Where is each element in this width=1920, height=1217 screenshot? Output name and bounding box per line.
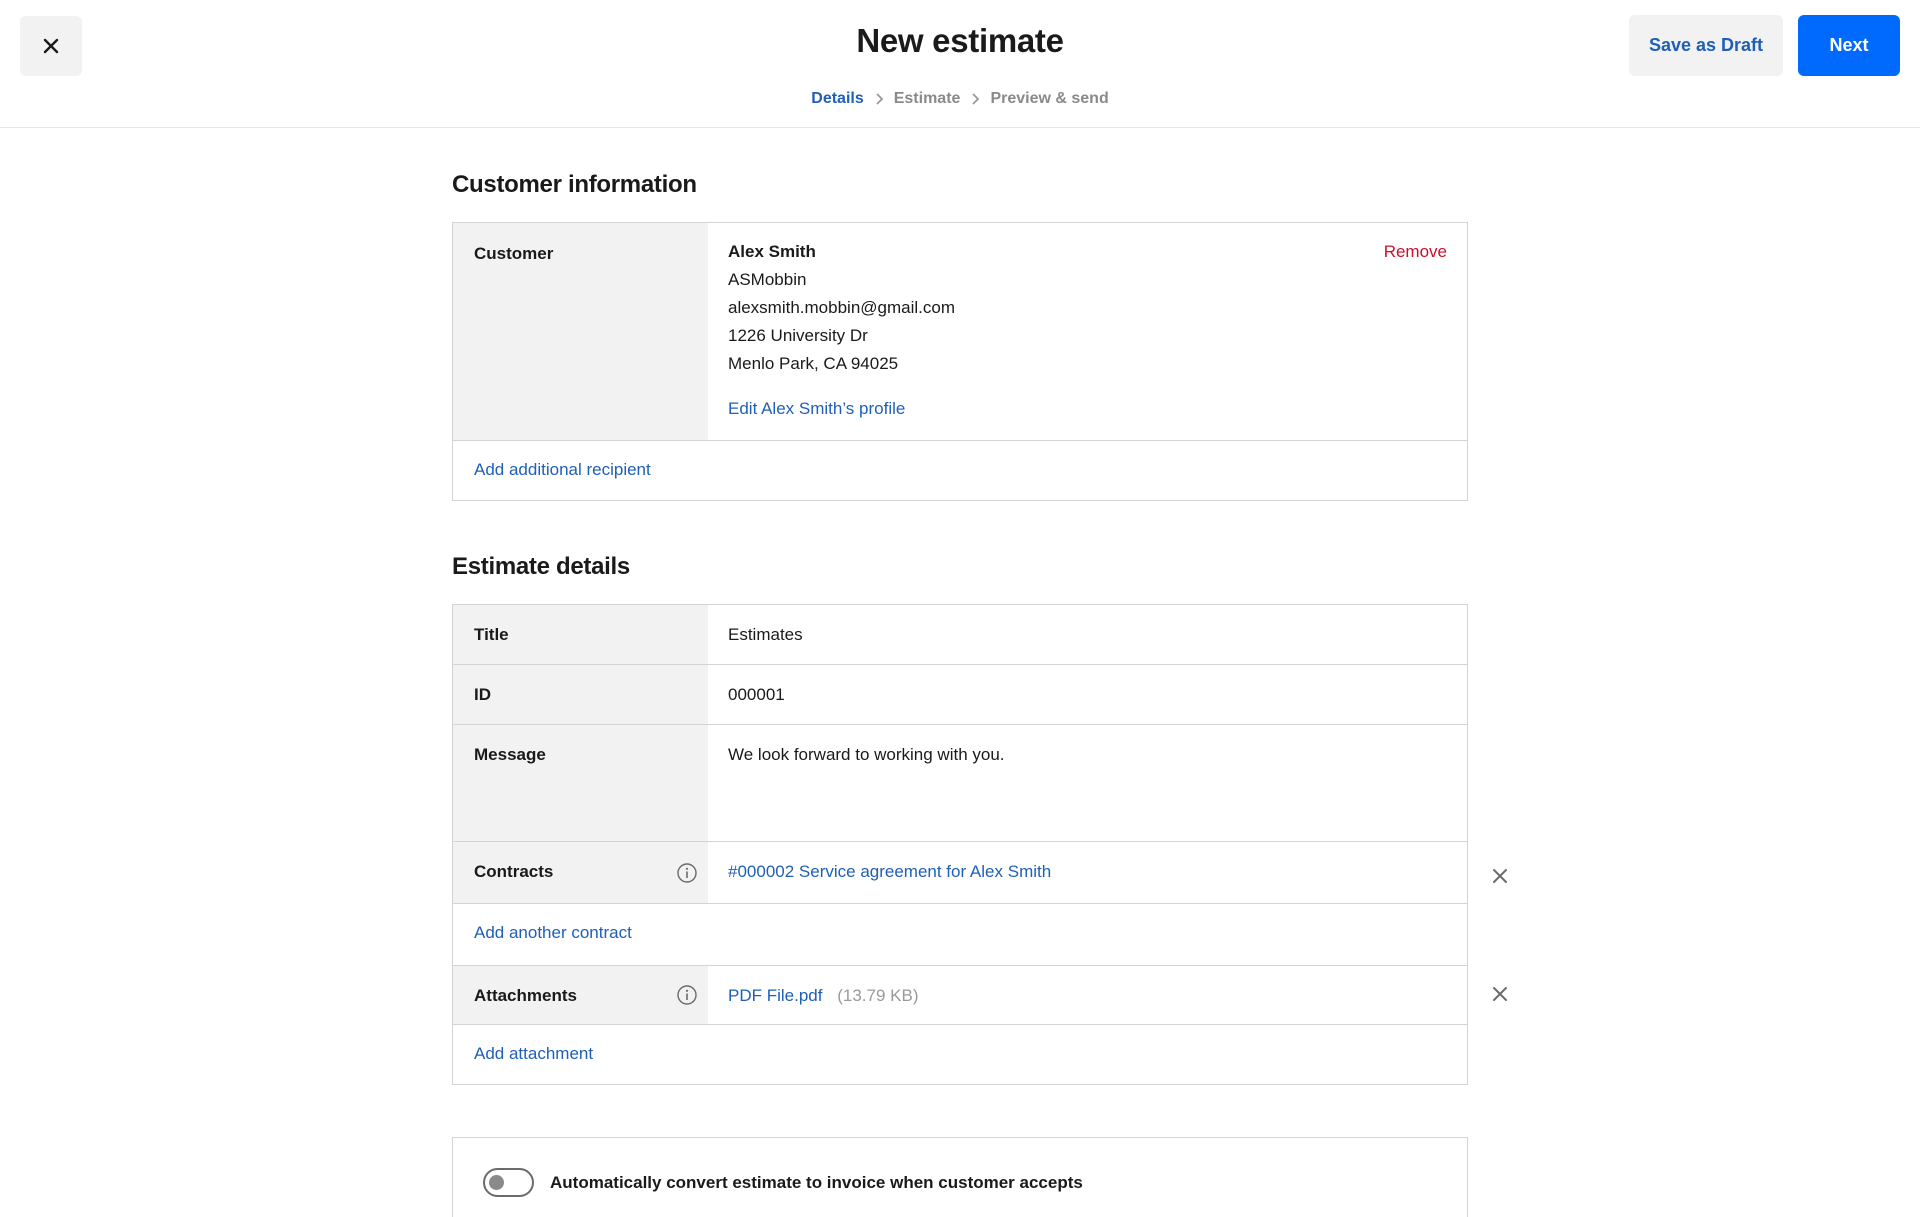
customer-address-line2: Menlo Park, CA 94025 (728, 354, 899, 373)
message-label: Message (453, 725, 708, 841)
auto-convert-card (452, 1137, 1468, 1217)
remove-customer-link[interactable]: Remove (1383, 242, 1447, 261)
attachments-label: Attachments (474, 986, 577, 1005)
add-attachment-row (453, 1025, 1467, 1084)
attachments-label-cell (453, 966, 708, 1024)
customer-name: Alex Smith (728, 242, 816, 261)
attachment-value (708, 966, 1467, 1024)
top-bar (0, 0, 1920, 128)
chevron-right-icon (960, 92, 990, 106)
contracts-label-cell (453, 842, 708, 903)
customer-card (452, 222, 1468, 501)
attachment-file-link[interactable]: PDF File.pdf (728, 986, 823, 1005)
auto-convert-row (453, 1138, 1467, 1197)
remove-attachment-icon[interactable] (1490, 984, 1510, 1004)
title-row (453, 605, 1467, 665)
add-another-contract-link[interactable]: Add another contract (474, 923, 632, 942)
customer-label: Customer (453, 223, 708, 440)
breadcrumb-details[interactable]: Details (811, 90, 864, 107)
save-as-draft-button[interactable]: Save as Draft (1629, 15, 1783, 76)
next-button[interactable]: Next (1798, 15, 1900, 76)
info-icon[interactable] (676, 984, 698, 1006)
add-attachment-link[interactable]: Add attachment (474, 1044, 594, 1063)
customer-address-line1: 1226 University Dr (728, 326, 868, 345)
customer-information-heading: Customer information (452, 171, 697, 198)
contracts-label: Contracts (474, 862, 554, 881)
id-label: ID (453, 665, 708, 724)
breadcrumb (0, 90, 1920, 108)
contract-value (708, 842, 1467, 903)
add-recipient-row (453, 441, 1467, 500)
remove-contract-icon[interactable] (1490, 866, 1510, 886)
id-row (453, 665, 1467, 725)
id-field[interactable]: 000001 (728, 685, 785, 704)
info-icon[interactable] (676, 862, 698, 884)
add-additional-recipient-link[interactable]: Add additional recipient (474, 460, 651, 479)
page-title: New estimate (856, 22, 1064, 59)
auto-convert-toggle[interactable] (483, 1168, 534, 1197)
customer-row (453, 223, 1467, 441)
attachment-size: (13.79 KB) (837, 986, 919, 1005)
contract-link[interactable]: #000002 Service agreement for Alex Smith (728, 862, 1052, 881)
estimate-details-card (452, 604, 1468, 1085)
estimate-details-heading: Estimate details (452, 553, 630, 580)
toggle-knob (489, 1175, 504, 1190)
breadcrumb-preview-send[interactable]: Preview & send (990, 90, 1109, 107)
breadcrumb-estimate[interactable]: Estimate (893, 90, 961, 107)
customer-email: alexsmith.mobbin@gmail.com (728, 298, 956, 317)
customer-company: ASMobbin (728, 270, 807, 289)
edit-profile-link[interactable]: Edit Alex Smith’s profile (728, 399, 906, 418)
attachments-row (453, 966, 1467, 1025)
auto-convert-label: Automatically convert estimate to invoice when customer accepts (550, 1172, 1083, 1192)
message-row (453, 725, 1467, 842)
chevron-right-icon (864, 92, 894, 106)
customer-details (708, 223, 1467, 440)
title-label: Title (453, 605, 708, 664)
add-contract-row (453, 904, 1467, 966)
message-field[interactable]: We look forward to working with you. (728, 745, 1005, 764)
contracts-row (453, 842, 1467, 904)
title-field[interactable]: Estimates (728, 625, 803, 644)
